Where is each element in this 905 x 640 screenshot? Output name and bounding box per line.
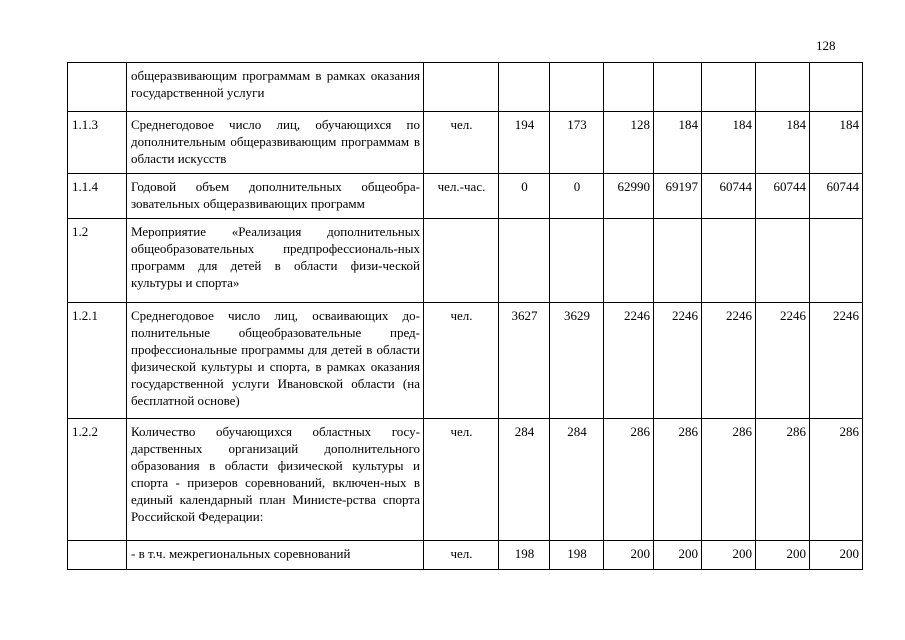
row-value: 284 (499, 419, 550, 541)
row-description: Мероприятие «Реализация дополнительных общеобразовательных предпрофессиональ-ных программ для детей в области физи-ческой культуры и спорта» (127, 219, 424, 303)
table-row (68, 303, 863, 419)
row-value (756, 219, 810, 303)
row-description: Среднегодовое число лиц, обучающихся по дополнительным общеразвивающим программам в области искусств (127, 112, 424, 174)
row-value: 200 (654, 541, 702, 570)
table-row (68, 63, 863, 112)
row-number: 1.1.4 (68, 174, 127, 219)
row-value: 198 (499, 541, 550, 570)
row-value: 2246 (810, 303, 863, 419)
row-description: Количество обучающихся областных госу-дарственных организаций дополнительного образования в области физической культуры и спорта - призеров соревнований, включен-ных в единый календарный план Министе-рства спорта Российской Федерации: (127, 419, 424, 541)
row-description: общеразвивающим программам в рамках оказания государственной услуги (127, 63, 424, 112)
row-value (756, 63, 810, 112)
row-value: 2246 (702, 303, 756, 419)
table-row (68, 541, 863, 570)
row-value: 0 (499, 174, 550, 219)
row-unit: чел. (424, 541, 499, 570)
table-row (68, 174, 863, 219)
row-number: 1.2.2 (68, 419, 127, 541)
row-value: 286 (756, 419, 810, 541)
row-value: 0 (550, 174, 604, 219)
row-number: 1.2 (68, 219, 127, 303)
row-value: 2246 (654, 303, 702, 419)
row-value (550, 219, 604, 303)
row-value: 284 (550, 419, 604, 541)
row-value: 62990 (604, 174, 654, 219)
row-value: 286 (702, 419, 756, 541)
row-unit: чел. (424, 112, 499, 174)
row-value (604, 219, 654, 303)
row-number (68, 63, 127, 112)
row-value (810, 63, 863, 112)
row-value: 184 (654, 112, 702, 174)
row-value (550, 63, 604, 112)
row-value (654, 219, 702, 303)
row-value: 60744 (810, 174, 863, 219)
row-value (499, 63, 550, 112)
row-value: 3627 (499, 303, 550, 419)
row-value: 286 (604, 419, 654, 541)
row-value: 69197 (654, 174, 702, 219)
row-value: 198 (550, 541, 604, 570)
table-row (68, 112, 863, 174)
row-value: 200 (702, 541, 756, 570)
page-number: 128 (816, 38, 836, 53)
row-value: 184 (756, 112, 810, 174)
row-value (810, 219, 863, 303)
row-value: 286 (654, 419, 702, 541)
row-value: 2246 (756, 303, 810, 419)
row-number (68, 541, 127, 570)
row-unit: чел. (424, 419, 499, 541)
row-unit: чел.-час. (424, 174, 499, 219)
row-value (702, 63, 756, 112)
row-value (702, 219, 756, 303)
row-value: 184 (810, 112, 863, 174)
row-value: 3629 (550, 303, 604, 419)
row-number: 1.1.3 (68, 112, 127, 174)
row-description: - в т.ч. межрегиональных соревнований (127, 541, 424, 570)
row-value: 60744 (702, 174, 756, 219)
row-value (499, 219, 550, 303)
row-value: 194 (499, 112, 550, 174)
row-description: Годовой объем дополнительных общеобра-зовательных общеразвивающих программ (127, 174, 424, 219)
row-description: Среднегодовое число лиц, осваивающих до-полнительные общеобразовательные пред-профессиональные программы для детей в области физической культуры и спорта, в рамках оказания государственной услуги Ивановской области (на бесплатной основе) (127, 303, 424, 419)
row-value: 173 (550, 112, 604, 174)
row-value: 286 (810, 419, 863, 541)
row-value: 128 (604, 112, 654, 174)
row-number: 1.2.1 (68, 303, 127, 419)
row-unit (424, 219, 499, 303)
row-value: 200 (810, 541, 863, 570)
table-row (68, 219, 863, 303)
row-value: 184 (702, 112, 756, 174)
row-value: 2246 (604, 303, 654, 419)
table-row (68, 419, 863, 541)
row-value: 200 (604, 541, 654, 570)
indicators-table (67, 62, 863, 570)
row-value: 200 (756, 541, 810, 570)
row-unit (424, 63, 499, 112)
row-value (654, 63, 702, 112)
row-value (604, 63, 654, 112)
row-value: 60744 (756, 174, 810, 219)
row-unit: чел. (424, 303, 499, 419)
